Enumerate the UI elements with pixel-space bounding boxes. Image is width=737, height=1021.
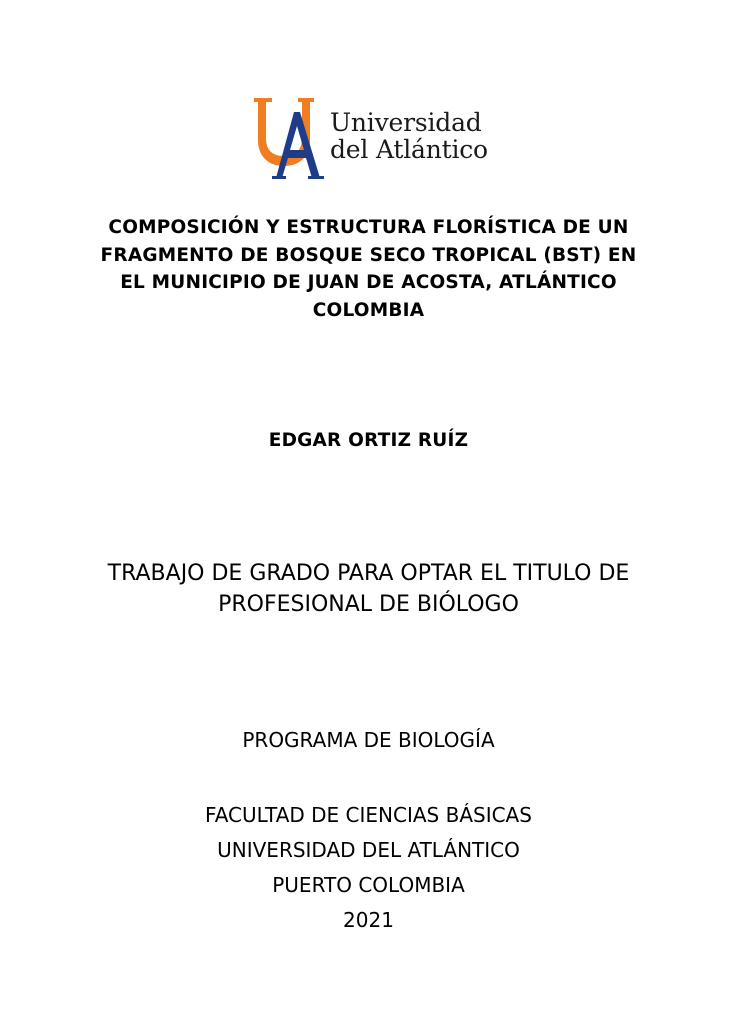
logo-line-2: del Atlántico xyxy=(330,135,488,164)
degree-line: PROFESIONAL DE BIÓLOGO xyxy=(218,592,519,617)
ua-emblem-icon xyxy=(250,94,330,184)
title-line: EL MUNICIPIO DE JUAN DE ACOSTA, ATLÁNTICO xyxy=(120,272,617,293)
author-name: EDGAR ORTIZ RUÍZ xyxy=(268,430,469,451)
logo-line-1: Universidad xyxy=(330,108,482,137)
city-name: PUERTO COLOMBIA xyxy=(272,873,465,897)
title-line: FRAGMENTO DE BOSQUE SECO TROPICAL (BST) EN xyxy=(100,244,637,266)
title-line: COLOMBIA xyxy=(312,299,425,321)
logo-wordmark xyxy=(330,110,488,162)
degree-line: TRABAJO DE GRADO PARA OPTAR EL TITULO DE xyxy=(107,561,630,586)
affiliation-block xyxy=(40,798,697,938)
faculty-name: FACULTAD DE CIENCIAS BÁSICAS xyxy=(205,803,532,827)
university-logo xyxy=(250,94,490,184)
degree-statement xyxy=(40,558,697,620)
program-name: PROGRAMA DE BIOLOGÍA xyxy=(242,728,495,752)
title-line: COMPOSICIÓN Y ESTRUCTURA FLORÍSTICA DE UN xyxy=(108,217,629,238)
thesis-title xyxy=(60,214,677,324)
university-name: UNIVERSIDAD DEL ATLÁNTICO xyxy=(217,838,520,862)
year: 2021 xyxy=(343,908,394,932)
